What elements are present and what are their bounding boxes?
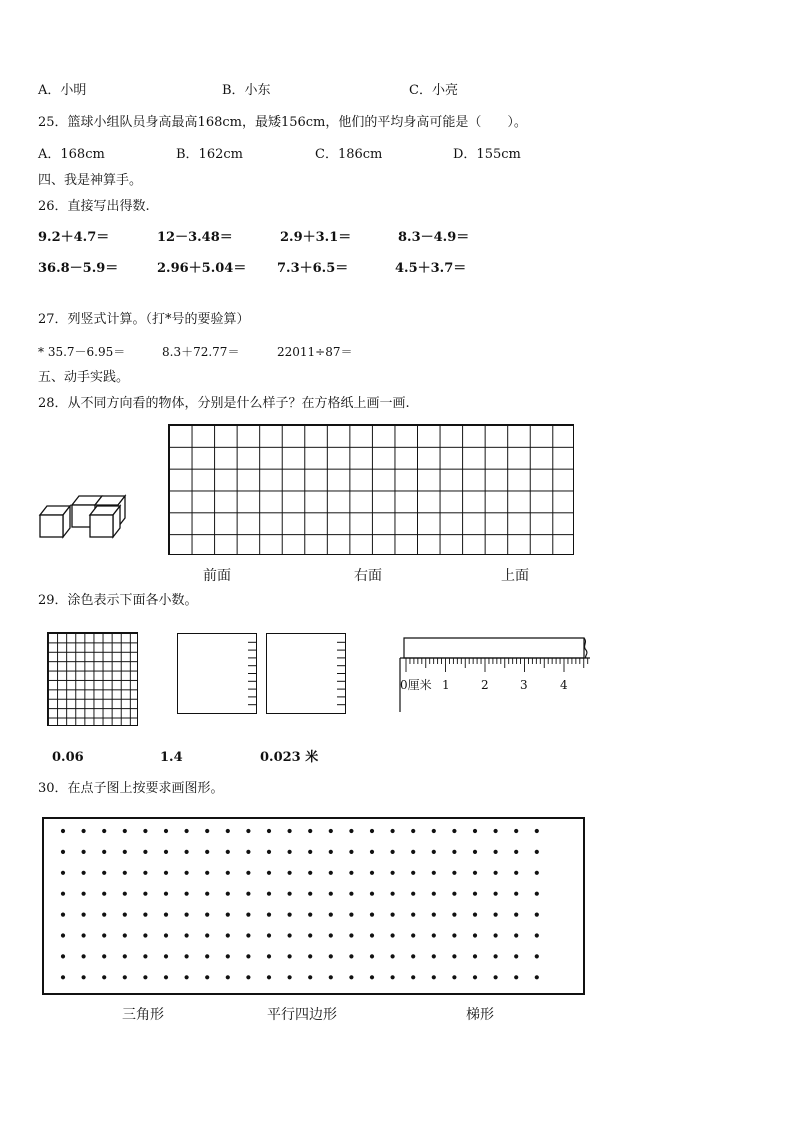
dot[interactable]: [308, 975, 312, 979]
dot[interactable]: [452, 829, 456, 833]
q26-expr-4: 8.3－4.9＝: [398, 230, 470, 245]
dot[interactable]: [123, 871, 127, 875]
dot[interactable]: [432, 954, 436, 958]
dot[interactable]: [494, 892, 498, 896]
dot[interactable]: [494, 871, 498, 875]
q30-label-trapezoid: 梯形: [466, 1007, 494, 1023]
dot[interactable]: [370, 829, 374, 833]
dot[interactable]: [514, 829, 518, 833]
dot[interactable]: [164, 892, 168, 896]
dot[interactable]: [411, 975, 415, 979]
dot[interactable]: [226, 913, 230, 917]
q27-item-1: * 35.7－6.95＝: [38, 345, 126, 359]
dot[interactable]: [102, 829, 106, 833]
dot[interactable]: [267, 954, 271, 958]
dot[interactable]: [143, 913, 147, 917]
dot[interactable]: [102, 913, 106, 917]
dot[interactable]: [185, 829, 189, 833]
q25-option-d: D．155cm: [453, 147, 521, 162]
dot[interactable]: [226, 892, 230, 896]
dot[interactable]: [308, 913, 312, 917]
dot[interactable]: [391, 892, 395, 896]
q28-question: 28．从不同方向看的物体，分别是什么样子？在方格纸上画一画.: [38, 396, 410, 411]
dot[interactable]: [349, 913, 353, 917]
q29-hundred-grid[interactable]: [47, 632, 138, 726]
dot[interactable]: [452, 892, 456, 896]
dot[interactable]: [329, 850, 333, 854]
dot[interactable]: [102, 933, 106, 937]
dot[interactable]: [391, 933, 395, 937]
q26-expr-3: 2.9＋3.1＝: [280, 230, 352, 245]
q28-label-front: 前面: [203, 568, 231, 584]
dot[interactable]: [452, 933, 456, 937]
dot[interactable]: [82, 975, 86, 979]
dot[interactable]: [123, 975, 127, 979]
dot[interactable]: [391, 829, 395, 833]
dot[interactable]: [473, 954, 477, 958]
dot[interactable]: [329, 975, 333, 979]
q28-label-right: 右面: [354, 568, 382, 584]
dot[interactable]: [535, 954, 539, 958]
ruler-num-3: 3: [520, 678, 528, 692]
dot[interactable]: [535, 933, 539, 937]
dot[interactable]: [370, 892, 374, 896]
dot[interactable]: [267, 933, 271, 937]
dot[interactable]: [123, 933, 127, 937]
q30-label-parallelogram: 平行四边形: [267, 1007, 337, 1023]
q26-question: 26．直接写出得数.: [38, 199, 150, 214]
dot[interactable]: [82, 871, 86, 875]
dot[interactable]: [494, 933, 498, 937]
dot[interactable]: [329, 871, 333, 875]
q29-tenths-square-2[interactable]: [266, 633, 346, 714]
dot[interactable]: [370, 850, 374, 854]
q29-value-2: 1.4: [160, 750, 183, 765]
tick-marks-2: [335, 634, 345, 713]
dot[interactable]: [123, 954, 127, 958]
dot[interactable]: [61, 850, 65, 854]
dot[interactable]: [164, 933, 168, 937]
dot[interactable]: [494, 975, 498, 979]
q25-question: 25．篮球小组队员身高最高168cm，最矮156cm，他们的平均身高可能是（ ）。: [38, 115, 527, 130]
dot[interactable]: [82, 954, 86, 958]
ruler-num-2: 2: [481, 678, 489, 692]
dot[interactable]: [205, 871, 209, 875]
dot[interactable]: [267, 850, 271, 854]
dot[interactable]: [82, 933, 86, 937]
dot[interactable]: [514, 871, 518, 875]
dot[interactable]: [226, 933, 230, 937]
dot[interactable]: [514, 850, 518, 854]
dot[interactable]: [329, 892, 333, 896]
dot[interactable]: [514, 954, 518, 958]
dot[interactable]: [514, 913, 518, 917]
dot[interactable]: [61, 954, 65, 958]
q25-option-b: B．162cm: [176, 147, 243, 162]
q28-square-grid[interactable]: [168, 424, 574, 555]
dot[interactable]: [370, 933, 374, 937]
dot[interactable]: [452, 850, 456, 854]
dot[interactable]: [123, 829, 127, 833]
tick-marks-1: [246, 634, 256, 713]
dot[interactable]: [185, 975, 189, 979]
q27-question: 27．列竖式计算。（打*号的要验算）: [38, 312, 250, 327]
dot[interactable]: [494, 954, 498, 958]
q26-expr-7: 7.3＋6.5＝: [277, 261, 349, 276]
dot[interactable]: [452, 954, 456, 958]
dot[interactable]: [164, 871, 168, 875]
q26-expr-8: 4.5＋3.7＝: [395, 261, 467, 276]
dot[interactable]: [473, 975, 477, 979]
dot[interactable]: [205, 954, 209, 958]
dot[interactable]: [246, 913, 250, 917]
dot[interactable]: [205, 933, 209, 937]
dot[interactable]: [267, 829, 271, 833]
dot[interactable]: [246, 871, 250, 875]
dot[interactable]: [61, 933, 65, 937]
dot-pattern: [44, 819, 583, 993]
dot[interactable]: [370, 975, 374, 979]
dot[interactable]: [514, 933, 518, 937]
dot[interactable]: [329, 954, 333, 958]
dot[interactable]: [349, 871, 353, 875]
dot[interactable]: [411, 829, 415, 833]
dot[interactable]: [391, 954, 395, 958]
dot[interactable]: [267, 871, 271, 875]
dot[interactable]: [102, 975, 106, 979]
dot[interactable]: [349, 933, 353, 937]
dot[interactable]: [185, 933, 189, 937]
q30-question: 30．在点子图上按要求画图形。: [38, 781, 224, 796]
dot[interactable]: [391, 913, 395, 917]
dot[interactable]: [494, 829, 498, 833]
dot[interactable]: [143, 871, 147, 875]
ruler[interactable]: [398, 636, 592, 712]
dot[interactable]: [185, 850, 189, 854]
dot[interactable]: [164, 954, 168, 958]
dot[interactable]: [246, 892, 250, 896]
ruler-zero-label: 0厘米: [400, 678, 432, 692]
dot[interactable]: [473, 933, 477, 937]
q29-value-1: 0.06: [52, 750, 84, 765]
dot[interactable]: [226, 975, 230, 979]
dot[interactable]: [143, 829, 147, 833]
dot[interactable]: [288, 850, 292, 854]
dot[interactable]: [391, 871, 395, 875]
dot[interactable]: [143, 933, 147, 937]
dot[interactable]: [288, 892, 292, 896]
dot[interactable]: [411, 892, 415, 896]
dot[interactable]: [246, 954, 250, 958]
dot[interactable]: [349, 954, 353, 958]
dot[interactable]: [267, 975, 271, 979]
dot[interactable]: [205, 892, 209, 896]
dot[interactable]: [494, 913, 498, 917]
dot[interactable]: [102, 850, 106, 854]
dot[interactable]: [535, 871, 539, 875]
q26-expr-1: 9.2＋4.7＝: [38, 230, 110, 245]
dot[interactable]: [246, 850, 250, 854]
dot[interactable]: [226, 850, 230, 854]
dot[interactable]: [452, 975, 456, 979]
dot[interactable]: [205, 975, 209, 979]
q26-expr-2: 12－3.48＝: [157, 230, 233, 245]
dot[interactable]: [535, 913, 539, 917]
dot[interactable]: [432, 913, 436, 917]
dot[interactable]: [411, 954, 415, 958]
q27-item-3: 22011÷87＝: [277, 345, 353, 359]
dot[interactable]: [370, 954, 374, 958]
dot[interactable]: [226, 829, 230, 833]
section5-title: 五、动手实践。: [38, 370, 130, 385]
dot[interactable]: [143, 850, 147, 854]
dot[interactable]: [288, 871, 292, 875]
q26-expr-6: 2.96＋5.04＝: [157, 261, 247, 276]
dot[interactable]: [205, 829, 209, 833]
dot[interactable]: [246, 829, 250, 833]
dot[interactable]: [61, 975, 65, 979]
dot[interactable]: [143, 975, 147, 979]
dot[interactable]: [349, 975, 353, 979]
dot[interactable]: [329, 829, 333, 833]
q24-option-a: A．小明: [38, 83, 87, 98]
dot[interactable]: [411, 850, 415, 854]
dot[interactable]: [267, 913, 271, 917]
dot[interactable]: [391, 850, 395, 854]
dot[interactable]: [349, 892, 353, 896]
dot[interactable]: [123, 850, 127, 854]
dot[interactable]: [143, 954, 147, 958]
dot[interactable]: [143, 892, 147, 896]
dot[interactable]: [288, 913, 292, 917]
q24-option-c: C．小亮: [409, 83, 458, 98]
q30-dot-grid[interactable]: [42, 817, 585, 995]
dot[interactable]: [205, 850, 209, 854]
dot[interactable]: [535, 892, 539, 896]
dot[interactable]: [61, 829, 65, 833]
dot[interactable]: [535, 829, 539, 833]
dot[interactable]: [185, 871, 189, 875]
dot[interactable]: [164, 850, 168, 854]
dot[interactable]: [288, 954, 292, 958]
dot[interactable]: [288, 829, 292, 833]
dot[interactable]: [329, 933, 333, 937]
dot[interactable]: [123, 892, 127, 896]
dot[interactable]: [308, 829, 312, 833]
dot[interactable]: [473, 892, 477, 896]
dot[interactable]: [102, 871, 106, 875]
dot[interactable]: [473, 829, 477, 833]
dot[interactable]: [514, 892, 518, 896]
q26-expr-5: 36.8－5.9＝: [38, 261, 119, 276]
dot[interactable]: [535, 850, 539, 854]
dot[interactable]: [185, 954, 189, 958]
dot[interactable]: [452, 871, 456, 875]
dot[interactable]: [452, 913, 456, 917]
dot[interactable]: [288, 975, 292, 979]
q29-value-3: 0.023 米: [260, 750, 319, 765]
q28-label-top: 上面: [501, 568, 529, 584]
dot[interactable]: [61, 892, 65, 896]
dot[interactable]: [246, 933, 250, 937]
dot[interactable]: [432, 975, 436, 979]
dot[interactable]: [473, 913, 477, 917]
dot[interactable]: [61, 913, 65, 917]
dot[interactable]: [432, 871, 436, 875]
dot[interactable]: [473, 871, 477, 875]
q25-option-a: A．168cm: [38, 147, 105, 162]
dot[interactable]: [226, 871, 230, 875]
dot[interactable]: [246, 975, 250, 979]
dot[interactable]: [61, 871, 65, 875]
dot[interactable]: [308, 871, 312, 875]
dot[interactable]: [102, 892, 106, 896]
q29-tenths-square-1[interactable]: [177, 633, 257, 714]
dot[interactable]: [432, 850, 436, 854]
dot[interactable]: [164, 975, 168, 979]
dot[interactable]: [123, 913, 127, 917]
dot[interactable]: [308, 892, 312, 896]
dot[interactable]: [185, 892, 189, 896]
ruler-num-1: 1: [442, 678, 450, 692]
q29-question: 29．涂色表示下面各小数。: [38, 593, 198, 608]
dot[interactable]: [82, 892, 86, 896]
dot[interactable]: [205, 913, 209, 917]
q25-option-c: C．186cm: [315, 147, 383, 162]
dot[interactable]: [82, 850, 86, 854]
dot[interactable]: [288, 933, 292, 937]
dot[interactable]: [370, 913, 374, 917]
dot[interactable]: [82, 829, 86, 833]
dot[interactable]: [411, 913, 415, 917]
dot[interactable]: [432, 829, 436, 833]
q27-item-2: 8.3＋72.77＝: [162, 345, 240, 359]
dot[interactable]: [164, 913, 168, 917]
dot[interactable]: [349, 829, 353, 833]
dot[interactable]: [535, 975, 539, 979]
dot[interactable]: [370, 871, 374, 875]
dot[interactable]: [411, 871, 415, 875]
dot[interactable]: [494, 850, 498, 854]
dot[interactable]: [514, 975, 518, 979]
dot[interactable]: [308, 933, 312, 937]
dot[interactable]: [164, 829, 168, 833]
dot[interactable]: [349, 850, 353, 854]
ruler-num-4: 4: [560, 678, 568, 692]
dot[interactable]: [102, 954, 106, 958]
dot[interactable]: [308, 850, 312, 854]
dot[interactable]: [473, 850, 477, 854]
cube-figure: [38, 494, 134, 538]
dot[interactable]: [391, 975, 395, 979]
section4-title: 四、我是神算手。: [38, 173, 143, 188]
dot[interactable]: [82, 913, 86, 917]
q30-label-triangle: 三角形: [122, 1007, 164, 1023]
dot[interactable]: [308, 954, 312, 958]
dot[interactable]: [432, 933, 436, 937]
dot[interactable]: [185, 913, 189, 917]
dot[interactable]: [329, 913, 333, 917]
dot[interactable]: [267, 892, 271, 896]
dot[interactable]: [432, 892, 436, 896]
dot[interactable]: [411, 933, 415, 937]
dot[interactable]: [226, 954, 230, 958]
q24-option-b: B．小东: [222, 83, 271, 98]
